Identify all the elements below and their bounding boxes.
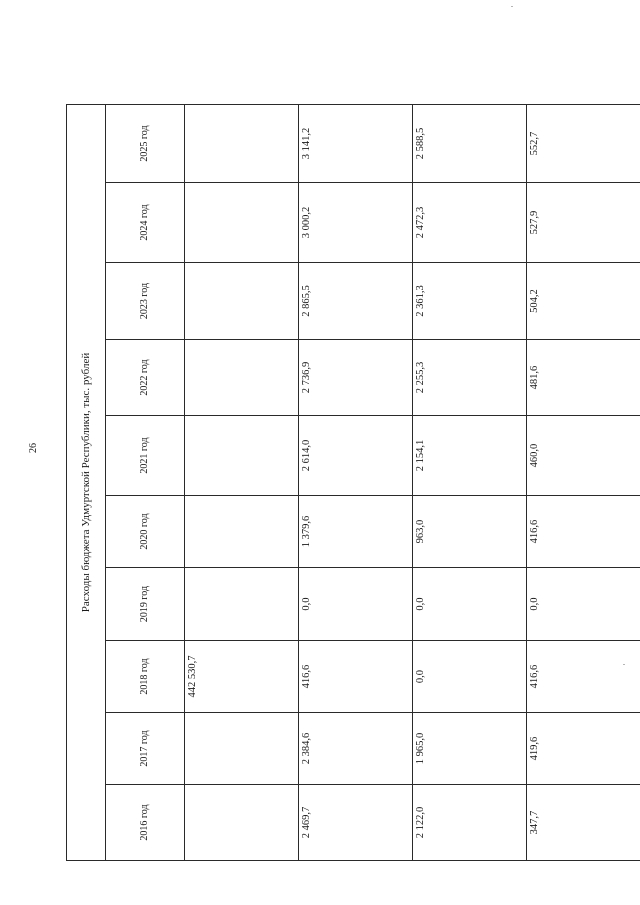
table-cell: 2 472,3 bbox=[413, 183, 527, 263]
table-cell bbox=[185, 785, 299, 861]
table-cell: 552,7 bbox=[527, 105, 640, 183]
table-cell bbox=[185, 713, 299, 785]
table-cell: 460,0 bbox=[527, 416, 640, 496]
year-header: 2025 год bbox=[106, 105, 185, 183]
year-header-row bbox=[106, 105, 185, 861]
table-cell: 416,6 bbox=[527, 496, 640, 568]
table-cell: 442 530,7 bbox=[185, 641, 299, 713]
table-cell: 2 865,5 bbox=[299, 263, 413, 340]
table-row bbox=[299, 105, 413, 861]
table-cell: 2 122,0 bbox=[413, 785, 527, 861]
table-caption: Расходы бюджета Удмуртской Республики, тыс. рублей bbox=[67, 105, 106, 861]
table-cell: 1 379,6 bbox=[299, 496, 413, 568]
table-row bbox=[527, 105, 640, 861]
table-cell: 0,0 bbox=[413, 568, 527, 641]
year-header: 2019 год bbox=[106, 568, 185, 641]
table-cell bbox=[185, 340, 299, 416]
year-header: 2021 год bbox=[106, 416, 185, 496]
year-header: 2023 год bbox=[106, 263, 185, 340]
table-cell: 1 965,0 bbox=[413, 713, 527, 785]
year-header: 2022 год bbox=[106, 340, 185, 416]
table-cell: 2 469,7 bbox=[299, 785, 413, 861]
year-header: 2017 год bbox=[106, 713, 185, 785]
table-cell: 2 154,1 bbox=[413, 416, 527, 496]
table-cell: 0,0 bbox=[413, 641, 527, 713]
table-cell: 347,7 bbox=[527, 785, 640, 861]
table-cell: 2 361,3 bbox=[413, 263, 527, 340]
table-cell: 3 141,2 bbox=[299, 105, 413, 183]
table-row bbox=[185, 105, 299, 861]
table-cell: 2 384,6 bbox=[299, 713, 413, 785]
table-cell: 416,6 bbox=[299, 641, 413, 713]
year-header: 2020 год bbox=[106, 496, 185, 568]
scan-speck bbox=[511, 6, 513, 7]
table-cell bbox=[185, 105, 299, 183]
table-cell: 2 588,5 bbox=[413, 105, 527, 183]
table-cell: 2 255,3 bbox=[413, 340, 527, 416]
table-cell bbox=[185, 568, 299, 641]
table-cell: 0,0 bbox=[527, 568, 640, 641]
scan-speck bbox=[623, 664, 625, 665]
table-cell bbox=[185, 263, 299, 340]
budget-expenses-table bbox=[66, 104, 640, 861]
year-header: 2018 год bbox=[106, 641, 185, 713]
table-cell: 527,9 bbox=[527, 183, 640, 263]
table-cell: 481,6 bbox=[527, 340, 640, 416]
caption-row bbox=[67, 105, 106, 861]
table-cell: 2 736,9 bbox=[299, 340, 413, 416]
table-cell bbox=[185, 183, 299, 263]
page-number: 26 bbox=[28, 443, 39, 453]
table-cell: 416,6 bbox=[527, 641, 640, 713]
table-cell bbox=[185, 416, 299, 496]
table-row bbox=[413, 105, 527, 861]
year-header: 2024 год bbox=[106, 183, 185, 263]
table-cell: 963,0 bbox=[413, 496, 527, 568]
year-header: 2016 год bbox=[106, 785, 185, 861]
table-cell: 2 614,0 bbox=[299, 416, 413, 496]
table-cell: 504,2 bbox=[527, 263, 640, 340]
table-cell: 0,0 bbox=[299, 568, 413, 641]
table-cell: 3 000,2 bbox=[299, 183, 413, 263]
table-cell bbox=[185, 496, 299, 568]
table-cell: 419,6 bbox=[527, 713, 640, 785]
